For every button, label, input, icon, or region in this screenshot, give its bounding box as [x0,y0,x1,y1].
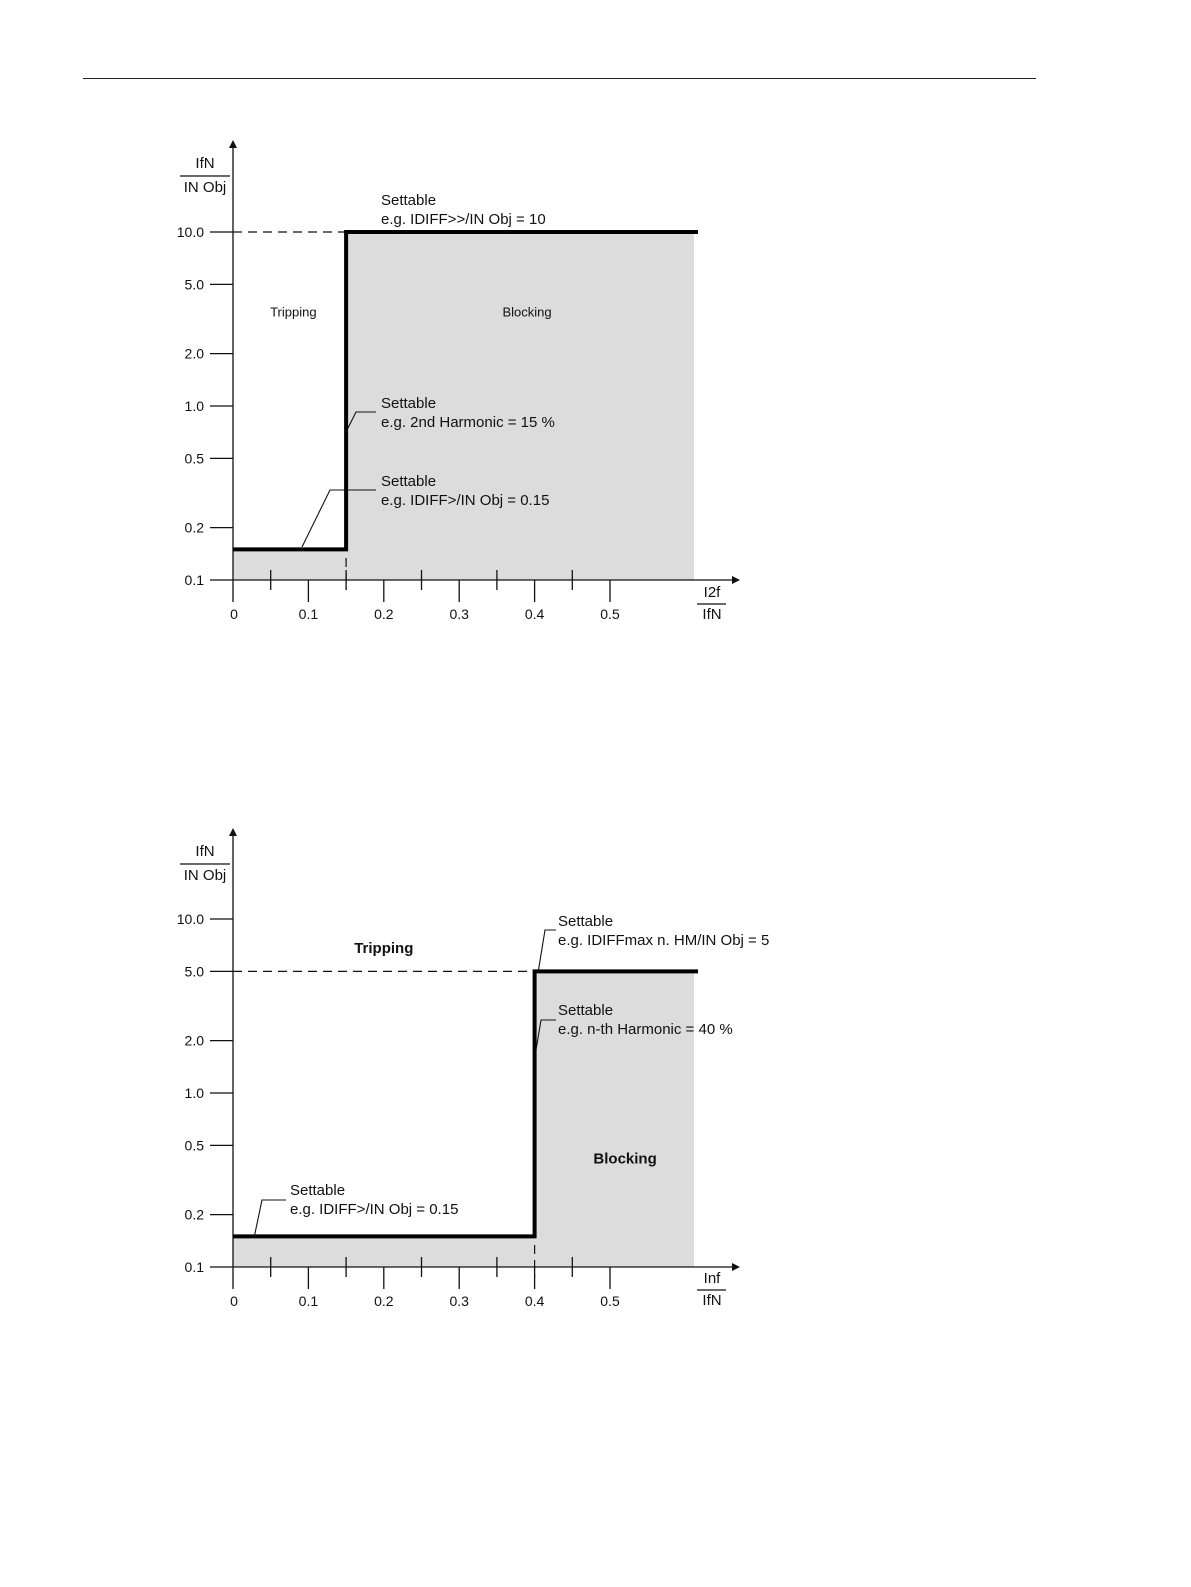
chart1-region-label-blocking: Blocking [502,304,552,320]
chart2-y-tick-label: 0.1 [184,1259,204,1275]
chart2-x-tick-label: 0.3 [449,1293,469,1309]
chart2-annotation-value: e.g. IDIFF>/IN Obj = 0.15 [290,1201,459,1218]
chart1-x-label-numerator: I2f [703,584,721,601]
chart2-x-label-numerator: Inf [703,1270,721,1287]
chart1-x-tick-label: 0.4 [524,606,545,622]
chart1-y-tick-label: 1.0 [184,398,204,414]
chart2-x-tick-label: 0.2 [374,1293,394,1309]
chart1-y-tick-label: 10.0 [176,224,204,240]
chart1-annotation-title: Settable [381,192,437,209]
chart1-annotation-value: e.g. IDIFF>>/IN Obj = 10 [381,211,546,228]
chart2-y-tick-label: 0.2 [184,1206,204,1223]
chart1-y-tick-label: 0.2 [184,519,204,536]
chart2-x-tick-label: 0.4 [524,1293,545,1309]
chart2-annotation-value: e.g. n-th Harmonic = 40 % [558,1021,733,1038]
chart2-blocking-area [233,971,694,1267]
chart1-x-tick-label: 0.5 [600,606,620,622]
chart2-x-axis-arrow [732,1263,740,1271]
chart1-annotation-title: Settable [381,395,437,412]
chart1-x-tick-label: 0.3 [449,606,469,622]
chart2-x-label-denominator: IfN [702,1292,722,1309]
chart2-y-axis-arrow [229,828,237,836]
chart2-annotation-leader [254,1200,286,1238]
chart1-blocking-area [233,232,694,580]
chart1-y-tick-label: 0.5 [184,450,204,467]
chart1-x-axis-arrow [732,576,740,584]
chart2-annotation-leader [538,930,556,973]
chart1-x-tick-label: 0.2 [374,606,394,622]
chart1-annotation-title: Settable [381,473,437,490]
chart1-y-tick-label: 0.1 [184,572,204,588]
chart2-y-tick-label: 10.0 [176,911,204,927]
chart2-annotation-title: Settable [558,1002,614,1019]
chart1-x-tick-label: 0.1 [298,606,319,622]
chart1-x-tick-label: 0 [230,606,238,622]
chart1-y-axis-arrow [229,140,237,148]
chart2-region-label-blocking: Blocking [593,1150,657,1168]
chart2-y-tick-label: 0.5 [184,1137,204,1154]
chart1-y-label-numerator: IfN [195,155,215,172]
chart1-x-label-denominator: IfN [702,606,722,623]
chart1-y-tick-label: 5.0 [184,276,204,293]
chart1-y-tick-label: 2.0 [184,345,204,362]
chart1-region-label-tripping: Tripping [270,304,317,320]
chart2-x-tick-label: 0 [230,1293,238,1309]
chart2-y-label-numerator: IfN [195,843,215,860]
chart1-annotation-value: e.g. 2nd Harmonic = 15 % [381,414,555,431]
chart2-x-tick-label: 0.5 [600,1293,620,1309]
chart2-region-label-tripping: Tripping [354,940,414,958]
chart1-annotation-value: e.g. IDIFF>/IN Obj = 0.15 [381,492,550,509]
chart2-y-tick-label: 2.0 [184,1032,204,1049]
chart2-x-tick-label: 0.1 [298,1293,319,1309]
chart2-annotation-value: e.g. IDIFFmax n. HM/IN Obj = 5 [558,932,770,949]
chart2-annotation-title: Settable [558,913,614,930]
chart2-annotation-title: Settable [290,1182,346,1199]
chart2-y-tick-label: 5.0 [184,963,204,980]
chart2-y-tick-label: 1.0 [184,1085,204,1101]
chart2-y-label-denominator: IN Obj [183,867,227,884]
chart1-y-label-denominator: IN Obj [183,179,227,196]
